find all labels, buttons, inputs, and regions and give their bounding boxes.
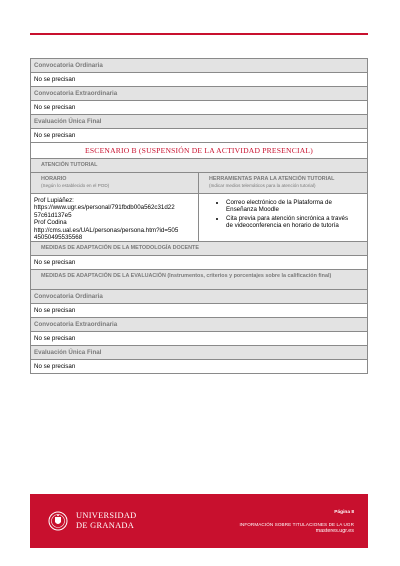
evaluacion-unica-heading: Evaluación Única Final [31,115,367,129]
herramientas-heading-label: HERRAMIENTAS PARA LA ATENCIÓN TUTORIAL [209,176,335,182]
metodologia-heading: MEDIDAS DE ADAPTACIÓN DE LA METODOLOGÍA DOCENTE [31,242,367,256]
list-item [226,199,364,214]
list-item-line: Enseñanza Moodle [226,206,279,214]
atencion-tutorial-heading: ATENCIÓN TUTORIAL [31,159,367,173]
horario-link[interactable]: https://www.ugr.es/personal/791fbdb00a562c31d22 [34,204,175,212]
convocatoria-extraordinaria-heading: Convocatoria Extraordinaria [31,87,367,101]
list-item-line: de videoconferencia en horario de tutoría [226,222,339,230]
page-number: Página 8 [334,510,354,515]
horario-line: Prof Lupiáñez: [34,197,74,204]
logo-line-1: UNIVERSIDAD [76,511,137,520]
footer-info-text: INFORMACIÓN SOBRE TITULACIONES DE LA UGR [239,521,354,527]
horario-link[interactable]: http://cms.ual.es/UAL/personas/persona.htm?id=505 [34,226,179,234]
footer-site-link[interactable]: masteres.ugr.es [315,528,354,534]
evaluacion-ordinaria-value: No se precisan [31,304,367,318]
evaluacion-adaptacion-heading: MEDIDAS DE ADAPTACIÓN DE LA EVALUACIÓN (Instrumentos, criterios y porcentajes sobre la calificación final) [31,270,367,290]
scenario-b-title: ESCENARIO B (SUSPENSIÓN DE LA ACTIVIDAD PRESENCIAL) [31,143,367,159]
list-item-line: • Cita previa para atención sincrónica a través [226,214,349,222]
list-item [226,215,364,230]
horario-line: Prof Codina [34,219,67,227]
tutorial-table [31,173,367,242]
course-guide-table [30,58,368,374]
horario-heading-sub: (Según lo establecido en el POD) [41,182,110,188]
convocatoria-ordinaria-value: No se precisan [31,73,367,87]
horario-body [31,194,198,241]
herramientas-body [199,194,367,241]
horario-column [31,173,199,241]
metodologia-value: No se precisan [31,256,367,270]
horario-heading-label: HORARIO [41,176,67,182]
evaluacion-extraordinaria-value: No se precisan [31,332,367,346]
top-red-rule [30,33,368,35]
herramientas-heading-sub: (Indicar medios telemáticos para la atención tutorial) [209,182,316,188]
evaluacion-unica-value: No se precisan [31,129,367,143]
logo-line-2: DE GRANADA [76,521,135,530]
herramientas-heading [199,173,367,194]
evaluacion-unica-final-heading: Evaluación Única Final [31,346,367,360]
evaluacion-unica-final-value: No se precisan [31,360,367,374]
herramientas-column [199,173,367,241]
university-seal-icon [48,511,68,531]
footer-info [240,510,354,535]
list-item-line: • Correo electrónico de la Plataforma de [226,199,332,206]
page-footer [30,494,368,548]
horario-heading [31,173,198,194]
convocatoria-ordinaria-heading: Convocatoria Ordinaria [31,59,367,73]
convocatoria-extraordinaria-value: No se precisan [31,101,367,115]
horario-link-cont[interactable]: 45050495535568 [34,234,83,242]
evaluacion-ordinaria-heading: Convocatoria Ordinaria [31,290,367,304]
horario-link-cont[interactable]: 57c61d137e5 [34,211,72,219]
herramientas-list [202,199,364,230]
evaluacion-extraordinaria-heading: Convocatoria Extraordinaria [31,318,367,332]
university-logo-text [76,511,137,531]
